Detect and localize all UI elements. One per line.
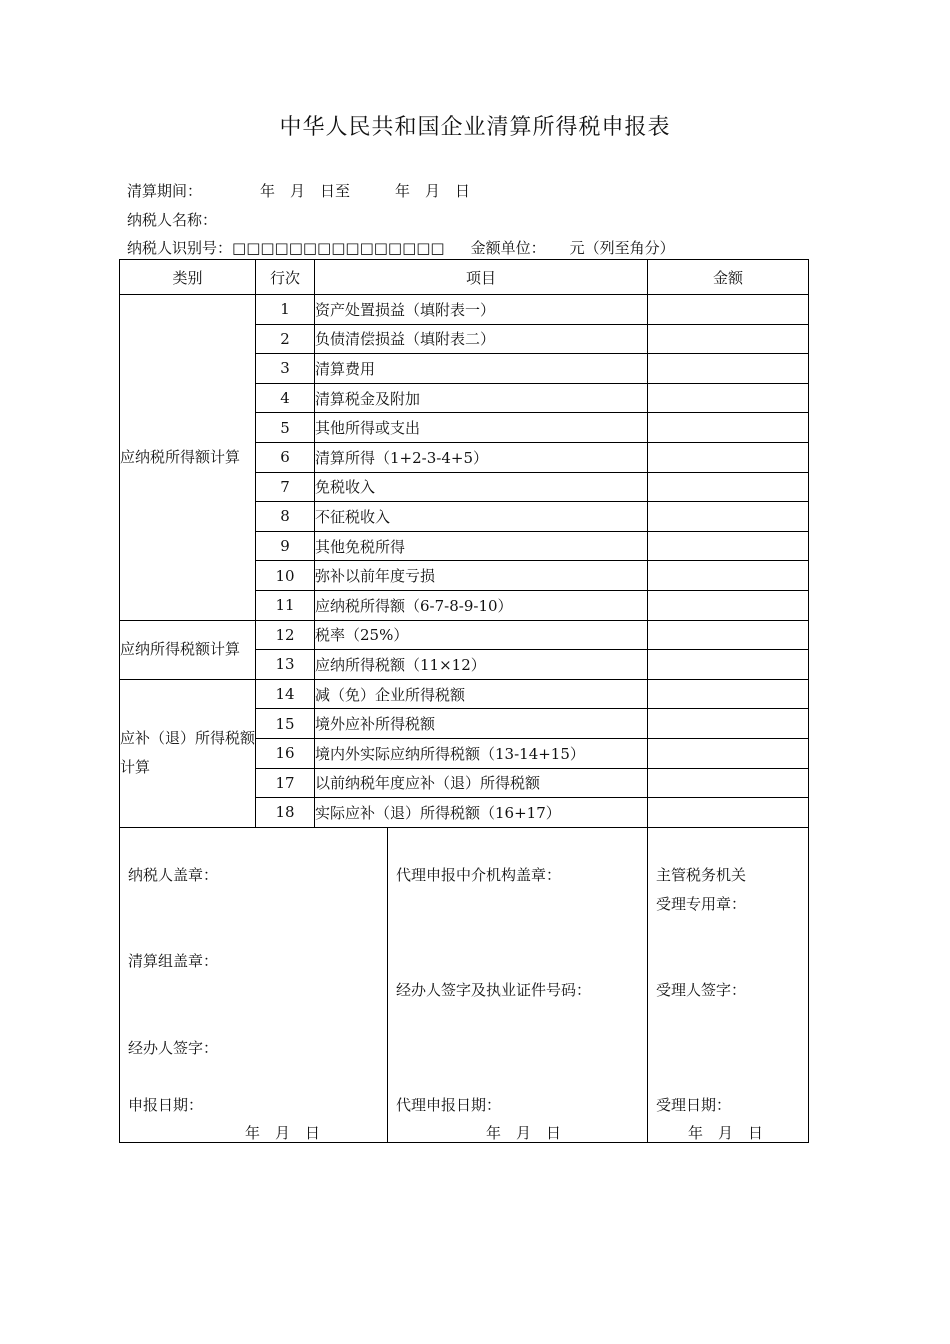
authority-seal-label-line2: 受理专用章： (656, 895, 747, 913)
item-label: 实际应补（退）所得税额（16+17） (315, 798, 648, 828)
table-row (120, 620, 809, 650)
amount-field[interactable] (648, 383, 809, 413)
signature-section (119, 827, 809, 1143)
amount-field[interactable] (648, 590, 809, 620)
item-label: 应纳税所得额（6-7-8-9-10） (315, 590, 648, 620)
unit-label: 金额单位： (470, 239, 546, 257)
period-value: 年 月 日至 年 月 日 (260, 182, 471, 200)
line-number: 18 (256, 798, 315, 828)
amount-field[interactable] (648, 531, 809, 561)
amount-field[interactable] (648, 561, 809, 591)
table-row (120, 295, 809, 325)
line-number: 1 (256, 295, 315, 325)
header-item: 项目 (315, 260, 648, 295)
header-amount: 金额 (648, 260, 809, 295)
amount-field[interactable] (648, 650, 809, 680)
line-number: 3 (256, 354, 315, 384)
line-number: 8 (256, 502, 315, 532)
taxpayer-id-boxes: □□□□□□□□□□□□□□□ (232, 239, 445, 257)
amount-field[interactable] (648, 354, 809, 384)
declaration-table (119, 259, 809, 828)
handler-sign-label: 经办人签字： (128, 1039, 219, 1057)
period-line (127, 180, 470, 201)
line-number: 12 (256, 620, 315, 650)
authority-seal-label-line1: 主管税务机关 (656, 866, 747, 884)
agent-date-value: 年 月 日 (486, 1124, 562, 1142)
line-number: 2 (256, 324, 315, 354)
item-label: 清算所得（1+2-3-4+5） (315, 442, 648, 472)
category-cell: 应补（退）所得税额计算 (120, 679, 256, 827)
receive-date-label: 受理日期： (656, 1096, 732, 1114)
line-number: 7 (256, 472, 315, 502)
item-label: 弥补以前年度亏损 (315, 561, 648, 591)
amount-field[interactable] (648, 472, 809, 502)
amount-field[interactable] (648, 798, 809, 828)
item-label: 不征税收入 (315, 502, 648, 532)
item-label: 以前纳税年度应补（退）所得税额 (315, 768, 648, 798)
category-cell: 应纳所得税额计算 (120, 620, 256, 679)
declare-date-value: 年 月 日 (245, 1124, 321, 1142)
table-header-row (120, 260, 809, 295)
item-label: 清算税金及附加 (315, 383, 648, 413)
line-number: 5 (256, 413, 315, 443)
amount-field[interactable] (648, 324, 809, 354)
amount-field[interactable] (648, 679, 809, 709)
item-label: 其他所得或支出 (315, 413, 648, 443)
amount-field[interactable] (648, 738, 809, 768)
tax-authority-cell (648, 827, 809, 1143)
item-label: 其他免税所得 (315, 531, 648, 561)
agent-date-label: 代理申报日期： (396, 1096, 502, 1114)
category-cell: 应纳税所得额计算 (120, 295, 256, 621)
table-row (120, 679, 809, 709)
line-number: 9 (256, 531, 315, 561)
item-label: 免税收入 (315, 472, 648, 502)
receiver-sign-label: 受理人签字： (656, 981, 747, 999)
agent-signature-cell (388, 827, 648, 1143)
liquidation-group-seal-label: 清算组盖章： (128, 952, 219, 970)
taxpayer-name-label: 纳税人名称： (127, 211, 218, 229)
line-number: 14 (256, 679, 315, 709)
line-number: 16 (256, 738, 315, 768)
amount-field[interactable] (648, 295, 809, 325)
item-label: 负债清偿损益（填附表二） (315, 324, 648, 354)
item-label: 减（免）企业所得税额 (315, 679, 648, 709)
line-number: 4 (256, 383, 315, 413)
amount-field[interactable] (648, 768, 809, 798)
header-line-no: 行次 (256, 260, 315, 295)
amount-field[interactable] (648, 502, 809, 532)
taxpayer-id-line (127, 237, 675, 258)
taxpayer-id-label: 纳税人识别号： (127, 239, 233, 257)
period-label: 清算期间： (127, 182, 203, 200)
form-title: 中华人民共和国企业清算所得税申报表 (279, 115, 671, 140)
line-number: 17 (256, 768, 315, 798)
line-number: 6 (256, 442, 315, 472)
line-number: 10 (256, 561, 315, 591)
taxpayer-signature-cell (120, 827, 388, 1143)
taxpayer-seal-label: 纳税人盖章： (128, 866, 219, 884)
unit-value: 元（列至角分） (569, 239, 675, 257)
item-label: 税率（25%） (315, 620, 648, 650)
item-label: 资产处置损益（填附表一） (315, 295, 648, 325)
amount-field[interactable] (648, 709, 809, 739)
agent-seal-label: 代理申报中介机构盖章： (396, 866, 562, 884)
receive-date-value: 年 月 日 (688, 1124, 764, 1142)
header-category: 类别 (120, 260, 256, 295)
item-label: 境内外实际应纳所得税额（13-14+15） (315, 738, 648, 768)
declare-date-label: 申报日期： (128, 1096, 204, 1114)
line-number: 15 (256, 709, 315, 739)
item-label: 境外应补所得税额 (315, 709, 648, 739)
amount-field[interactable] (648, 620, 809, 650)
item-label: 清算费用 (315, 354, 648, 384)
line-number: 11 (256, 590, 315, 620)
item-label: 应纳所得税额（11×12） (315, 650, 648, 680)
agent-handler-sign-label: 经办人签字及执业证件号码： (396, 981, 592, 999)
line-number: 13 (256, 650, 315, 680)
amount-field[interactable] (648, 413, 809, 443)
amount-field[interactable] (648, 442, 809, 472)
